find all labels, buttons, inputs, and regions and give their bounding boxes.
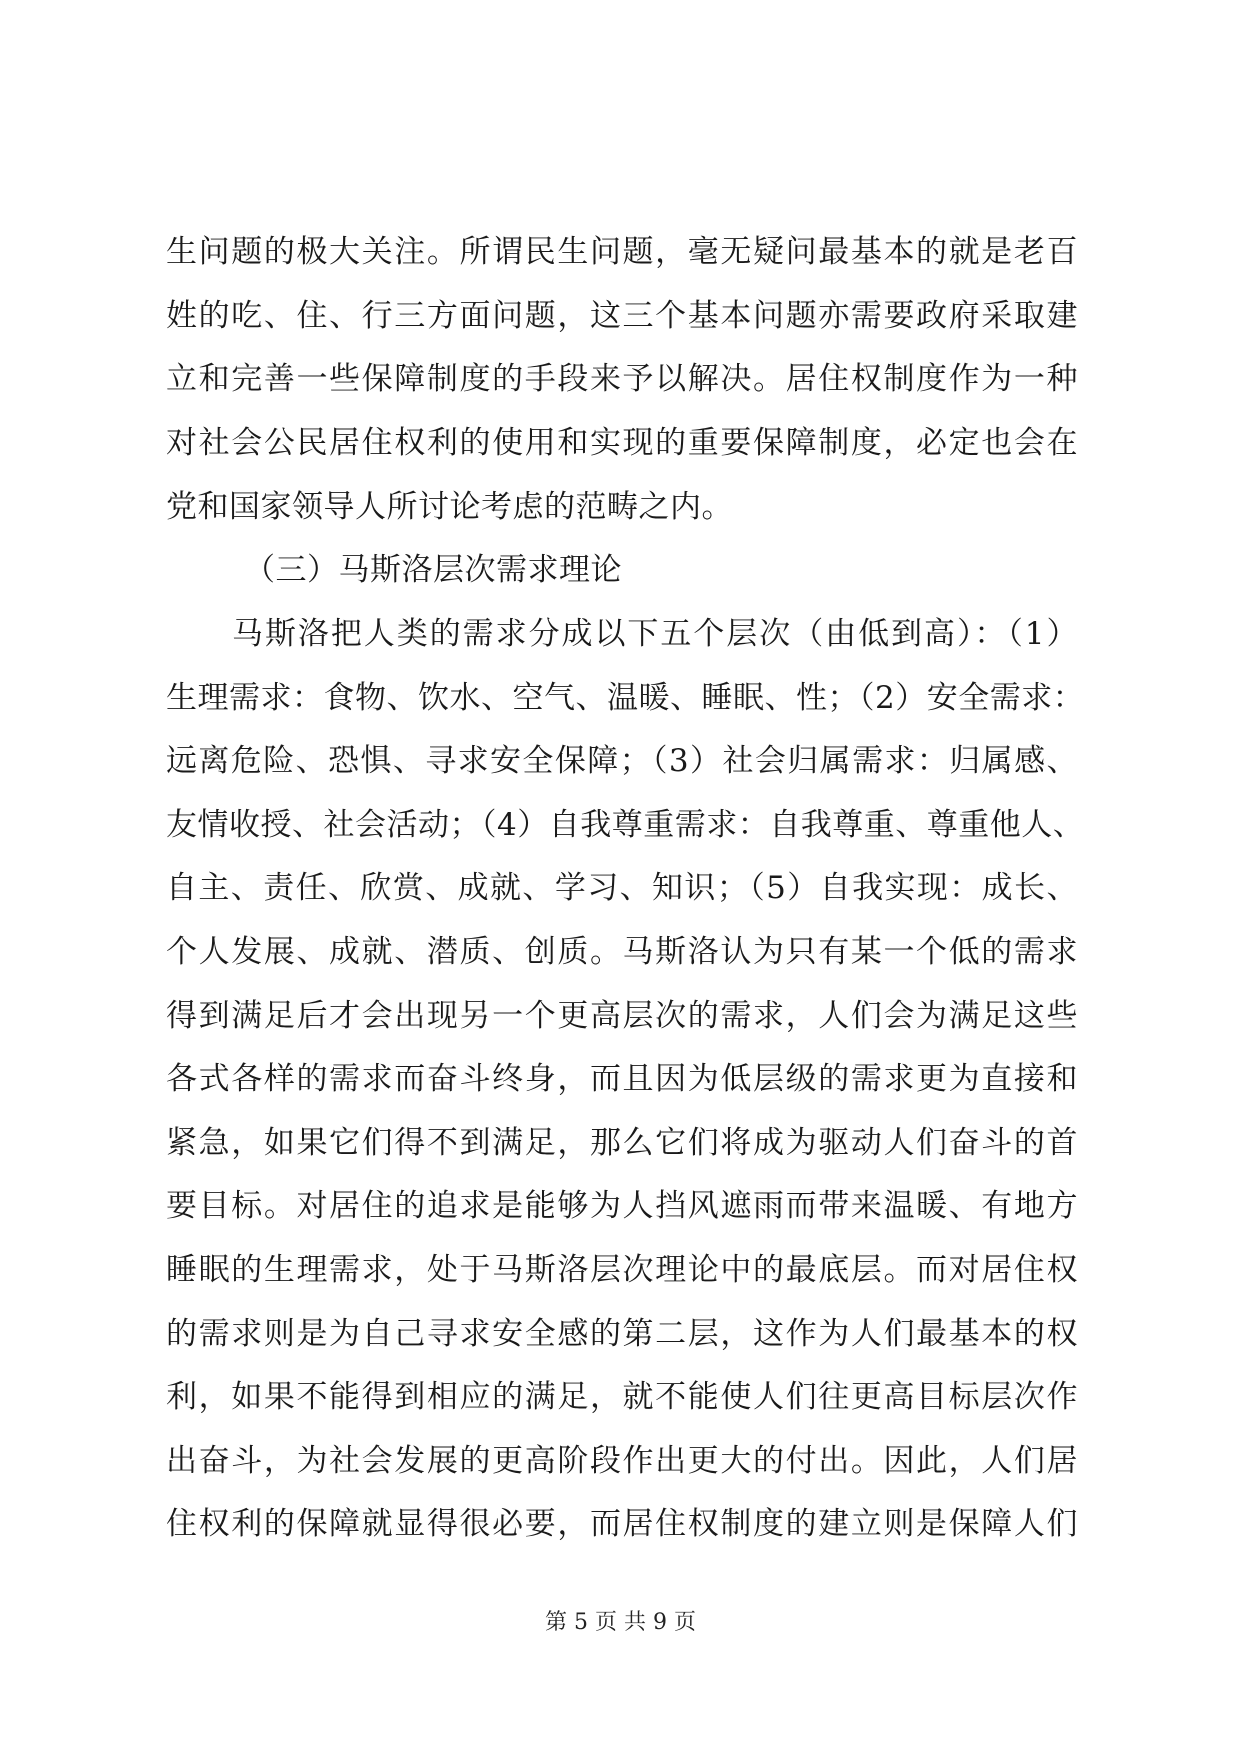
body-line: 姓的吃、住、行三方面问题，这三个基本问题亦需要政府采取建: [166, 298, 1078, 334]
body-line: 个人发展、成就、潜质、创质。马斯洛认为只有某一个低的需求: [166, 934, 1078, 970]
body-line: 自主、责任、欣赏、成就、学习、知识；（5）自我实现：成长、: [166, 870, 1078, 906]
body-line: 出奋斗，为社会发展的更高阶段作出更大的付出。因此，人们居: [166, 1443, 1078, 1479]
body-line: 紧急，如果它们得不到满足，那么它们将成为驱动人们奋斗的首: [166, 1125, 1078, 1161]
body-line: 马斯洛把人类的需求分成以下五个层次（由低到高）：（1）: [232, 616, 1078, 652]
body-line: 各式各样的需求而奋斗终身，而且因为低层级的需求更为直接和: [166, 1061, 1078, 1097]
body-line: 党和国家领导人所讨论考虑的范畴之内。: [166, 489, 733, 525]
body-line: 得到满足后才会出现另一个更高层次的需求，人们会为满足这些: [166, 998, 1078, 1034]
body-line: 生问题的极大关注。所谓民生问题，毫无疑问最基本的就是老百: [166, 234, 1078, 270]
body-line: 睡眠的生理需求，处于马斯洛层次理论中的最底层。而对居住权: [166, 1252, 1078, 1288]
body-line: 住权利的保障就显得很必要，而居住权制度的建立则是保障人们: [166, 1506, 1078, 1542]
body-line: 的需求则是为自己寻求安全感的第二层，这作为人们最基本的权: [166, 1316, 1078, 1352]
body-line: 远离危险、恐惧、寻求安全保障；（3）社会归属需求：归属感、: [166, 743, 1078, 779]
body-line: 友情收授、社会活动；（4）自我尊重需求：自我尊重、尊重他人、: [166, 807, 1085, 843]
section-heading: （三）马斯洛层次需求理论: [244, 552, 622, 588]
body-line: 生理需求：食物、饮水、空气、温暖、睡眠、性；（2）安全需求：: [166, 680, 1085, 716]
body-line: 要目标。对居住的追求是能够为人挡风遮雨而带来温暖、有地方: [166, 1188, 1078, 1224]
body-line: 利，如果不能得到相应的满足，就不能使人们往更高目标层次作: [166, 1379, 1078, 1415]
body-line: 立和完善一些保障制度的手段来予以解决。居住权制度作为一种: [166, 361, 1078, 397]
body-line: 对社会公民居住权利的使用和实现的重要保障制度，必定也会在: [166, 425, 1078, 461]
page-number-footer: 第 5 页 共 9 页: [545, 1610, 696, 1635]
